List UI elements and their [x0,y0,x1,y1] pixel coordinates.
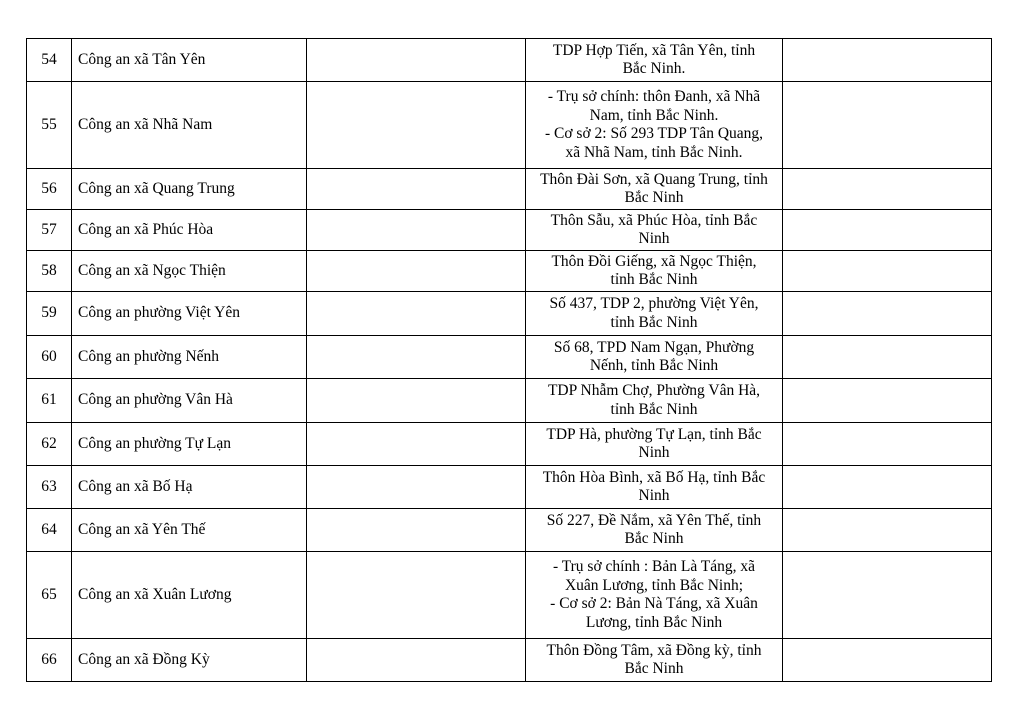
address-line: - Cơ sở 2: Số 293 TDP Tân Quang, [544,125,764,142]
table-row [27,210,992,251]
table-row [27,466,992,509]
unit-name-cell: Công an xã Tân Yên [72,39,307,82]
row-number-cell: 64 [27,509,72,552]
address-line: Thôn Hòa Bình, xã Bố Hạ, tỉnh Bắc [542,468,766,486]
address-line: Bắc Ninh [624,189,684,206]
address-line: Nam, tỉnh Bắc Ninh. [589,106,719,124]
address-cell [526,39,783,82]
address-line: Bắc Ninh. [622,60,686,77]
unit-name-cell: Công an xã Quang Trung [72,169,307,210]
unit-name-cell: Công an xã Nhã Nam [72,82,307,169]
row-number-cell: 59 [27,292,72,336]
empty-cell [307,251,526,292]
address-line: Thôn Đồng Tâm, xã Đồng kỳ, tỉnh [546,641,762,659]
table-row [27,379,992,423]
empty-cell [307,379,526,423]
row-number-cell: 66 [27,639,72,682]
address-cell [526,509,783,552]
address-line: Nếnh, tỉnh Bắc Ninh [589,357,719,374]
row-number-cell: 63 [27,466,72,509]
notes-cell [783,292,992,336]
unit-name-cell: Công an xã Xuân Lương [72,552,307,639]
unit-name-cell: Công an phường Nếnh [72,336,307,379]
table-row [27,251,992,292]
table-row [27,292,992,336]
notes-cell [783,466,992,509]
unit-name-cell: Công an phường Vân Hà [72,379,307,423]
address-line: Ninh [638,230,670,247]
empty-cell [307,423,526,466]
address-line: Lương, tỉnh Bắc Ninh [585,613,723,631]
address-line: Thôn Đài Sơn, xã Quang Trung, tỉnh [540,170,768,188]
address-line: Bắc Ninh [624,660,684,677]
empty-cell [307,39,526,82]
unit-name-cell: Công an xã Bố Hạ [72,466,307,509]
table-row [27,336,992,379]
address-cell [526,379,783,423]
empty-cell [307,169,526,210]
address-cell [526,251,783,292]
table-body [27,39,992,682]
row-number-cell: 56 [27,169,72,210]
row-number-cell: 57 [27,210,72,251]
row-number-cell: 65 [27,552,72,639]
address-cell [526,466,783,509]
table-row [27,39,992,82]
notes-cell [783,169,992,210]
address-line: Xuân Lương, tỉnh Bắc Ninh; [564,576,744,594]
notes-cell [783,639,992,682]
unit-name-cell: Công an phường Việt Yên [72,292,307,336]
address-cell [526,210,783,251]
address-cell [526,169,783,210]
row-number-cell: 55 [27,82,72,169]
empty-cell [307,210,526,251]
address-cell [526,552,783,639]
address-line: - Cơ sở 2: Bản Nà Táng, xã Xuân [550,595,758,612]
table-row [27,552,992,639]
empty-cell [307,466,526,509]
address-cell [526,292,783,336]
empty-cell [307,292,526,336]
address-line: TDP Hà, phường Tự Lạn, tỉnh Bắc [546,425,762,443]
notes-cell [783,552,992,639]
unit-name-cell: Công an xã Ngọc Thiện [72,251,307,292]
address-line: tỉnh Bắc Ninh [610,271,698,288]
notes-cell [783,379,992,423]
table-row [27,82,992,169]
address-line: Số 68, TPD Nam Ngạn, Phường [553,338,755,356]
table-row [27,509,992,552]
empty-cell [307,336,526,379]
notes-cell [783,336,992,379]
notes-cell [783,509,992,552]
address-line: TDP Hợp Tiến, xã Tân Yên, tỉnh [552,41,756,59]
empty-cell [307,509,526,552]
table-row [27,639,992,682]
unit-name-cell: Công an xã Yên Thế [72,509,307,552]
address-line: Bắc Ninh [624,530,684,547]
address-line: Số 227, Đề Nắm, xã Yên Thế, tỉnh [546,511,762,529]
row-number-cell: 54 [27,39,72,82]
empty-cell [307,82,526,169]
address-line: Số 437, TDP 2, phường Việt Yên, [549,295,759,312]
notes-cell [783,210,992,251]
address-line: tỉnh Bắc Ninh [610,313,698,331]
address-cell [526,639,783,682]
address-line: TDP Nhẫm Chợ, Phường Vân Hà, [547,382,761,399]
notes-cell [783,39,992,82]
address-line: Ninh [638,444,670,461]
address-cell [526,336,783,379]
notes-cell [783,251,992,292]
unit-name-cell: Công an phường Tự Lạn [72,423,307,466]
notes-cell [783,82,992,169]
empty-cell [307,552,526,639]
row-number-cell: 60 [27,336,72,379]
police-station-table [26,38,992,682]
unit-name-cell: Công an xã Đồng Kỳ [72,639,307,682]
row-number-cell: 62 [27,423,72,466]
row-number-cell: 61 [27,379,72,423]
notes-cell [783,423,992,466]
address-cell [526,423,783,466]
table-row [27,169,992,210]
row-number-cell: 58 [27,251,72,292]
address-line: Thôn Đồi Giếng, xã Ngọc Thiện, [551,252,757,270]
address-line: Thôn Sẫu, xã Phúc Hòa, tỉnh Bắc [550,211,758,229]
table-row [27,423,992,466]
address-line: - Trụ sở chính : Bản Là Táng, xã [552,558,756,575]
address-cell [526,82,783,169]
address-line: Ninh [638,487,670,504]
address-line: tỉnh Bắc Ninh [610,400,698,418]
empty-cell [307,639,526,682]
address-line: - Trụ sở chính: thôn Đanh, xã Nhã [547,88,761,105]
unit-name-cell: Công an xã Phúc Hòa [72,210,307,251]
address-line: xã Nhã Nam, tỉnh Bắc Ninh. [565,143,743,161]
